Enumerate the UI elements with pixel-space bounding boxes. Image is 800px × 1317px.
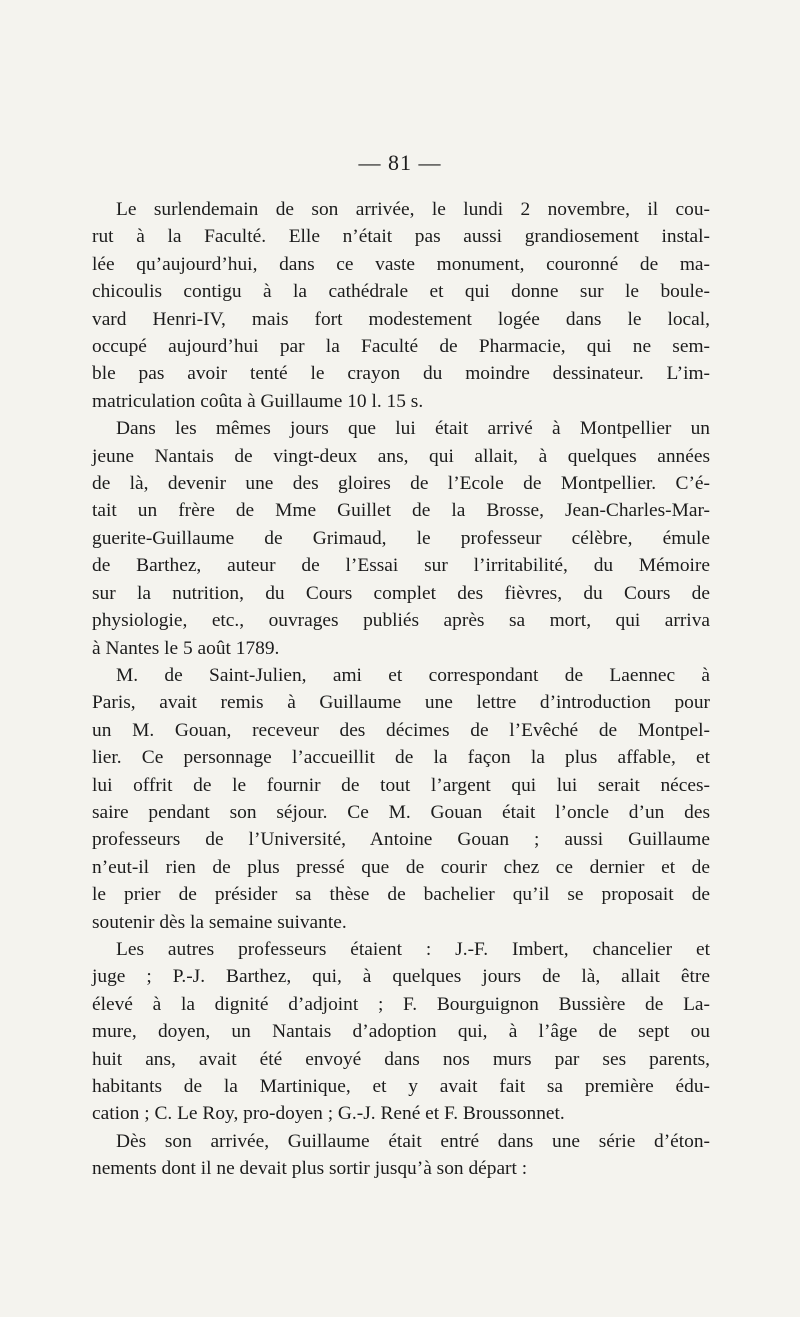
text-line: Le surlendemain de son arrivée, le lundi 2 novembre, il cou- (116, 199, 710, 220)
text-line: guerite-Guillaume de Grimaud, le professeur célèbre, émule (92, 527, 710, 549)
text-line: Paris, avait remis à Guillaume une lettre d’introduction pour (92, 692, 710, 714)
paragraph-3 (92, 662, 710, 936)
text-line: saire pendant son séjour. Ce M. Gouan était l’oncle d’un des (92, 801, 710, 823)
text-line: un M. Gouan, receveur des décimes de l’Evêché de Montpel- (92, 719, 710, 741)
text-line: occupé aujourd’hui par la Faculté de Pharmacie, qui ne sem- (92, 336, 710, 358)
text-line: cation ; C. Le Roy, pro-doyen ; G.-J. René et F. Broussonnet. (92, 1103, 565, 1125)
text-line: lier. Ce personnage l’accueillit de la façon la plus affable, et (92, 747, 710, 769)
text-line: ble pas avoir tenté le crayon du moindre dessinateur. L’im- (92, 363, 710, 385)
text-line: Les autres professeurs étaient : J.-F. Imbert, chancelier et (116, 938, 710, 960)
text-line: de là, devenir une des gloires de l’Ecole de Montpellier. C’é- (92, 473, 710, 495)
body-text (92, 196, 710, 1183)
text-line: Dès son arrivée, Guillaume était entré dans une série d’éton- (116, 1130, 710, 1152)
text-line: chicoulis contigu à la cathédrale et qui donne sur le boule- (92, 281, 710, 303)
text-line: à Nantes le 5 août 1789. (92, 637, 280, 659)
text-line: rut à la Faculté. Elle n’était pas aussi grandiosement instal- (92, 226, 710, 248)
text-line: vard Henri-IV, mais fort modestement logée dans le local, (92, 308, 710, 330)
paragraph-4 (92, 936, 710, 1128)
text-line: habitants de la Martinique, et y avait fait sa première édu- (92, 1076, 710, 1097)
text-line: sur la nutrition, du Cours complet des fièvres, du Cours de (92, 582, 710, 604)
text-line: lui offrit de le fournir de tout l’argent qui lui serait néces- (92, 774, 710, 796)
page-number: — 81 — (358, 150, 442, 175)
paragraph-5 (92, 1128, 710, 1183)
text-line: physiologie, etc., ouvrages publiés après sa mort, qui arriva (92, 610, 710, 632)
paragraph-1 (92, 196, 710, 415)
text-line: professeurs de l’Université, Antoine Gouan ; aussi Guillaume (92, 829, 710, 851)
text-line: élevé à la dignité d’adjoint ; F. Bourguignon Bussière de La- (92, 993, 710, 1015)
text-line: de Barthez, auteur de l’Essai sur l’irritabilité, du Mémoire (92, 555, 710, 577)
text-line: juge ; P.-J. Barthez, qui, à quelques jours de là, allait être (92, 966, 710, 988)
text-line: M. de Saint-Julien, ami et correspondant de Laennec à (116, 664, 710, 686)
text-line: mure, doyen, un Nantais d’adoption qui, à l’âge de sept ou (92, 1021, 710, 1043)
text-line: le prier de présider sa thèse de bachelier qu’il se proposait de (92, 884, 710, 906)
text-line: n’eut-il rien de plus pressé que de courir chez ce dernier et de (92, 856, 710, 878)
text-line: nements dont il ne devait plus sortir jusqu’à son départ : (92, 1158, 528, 1180)
text-line: tait un frère de Mme Guillet de la Brosse, Jean-Charles-Mar- (92, 500, 710, 522)
paragraph-2 (92, 415, 710, 662)
text-line: soutenir dès la semaine suivante. (92, 911, 347, 933)
text-line: Dans les mêmes jours que lui était arrivé à Montpellier un (116, 418, 710, 440)
text-line: jeune Nantais de vingt-deux ans, qui allait, à quelques années (92, 445, 710, 467)
text-line: matriculation coûta à Guillaume 10 l. 15 s. (92, 390, 424, 412)
text-line: lée qu’aujourd’hui, dans ce vaste monument, couronné de ma- (92, 253, 710, 275)
text-line: huit ans, avait été envoyé dans nos murs par ses parents, (92, 1048, 710, 1070)
